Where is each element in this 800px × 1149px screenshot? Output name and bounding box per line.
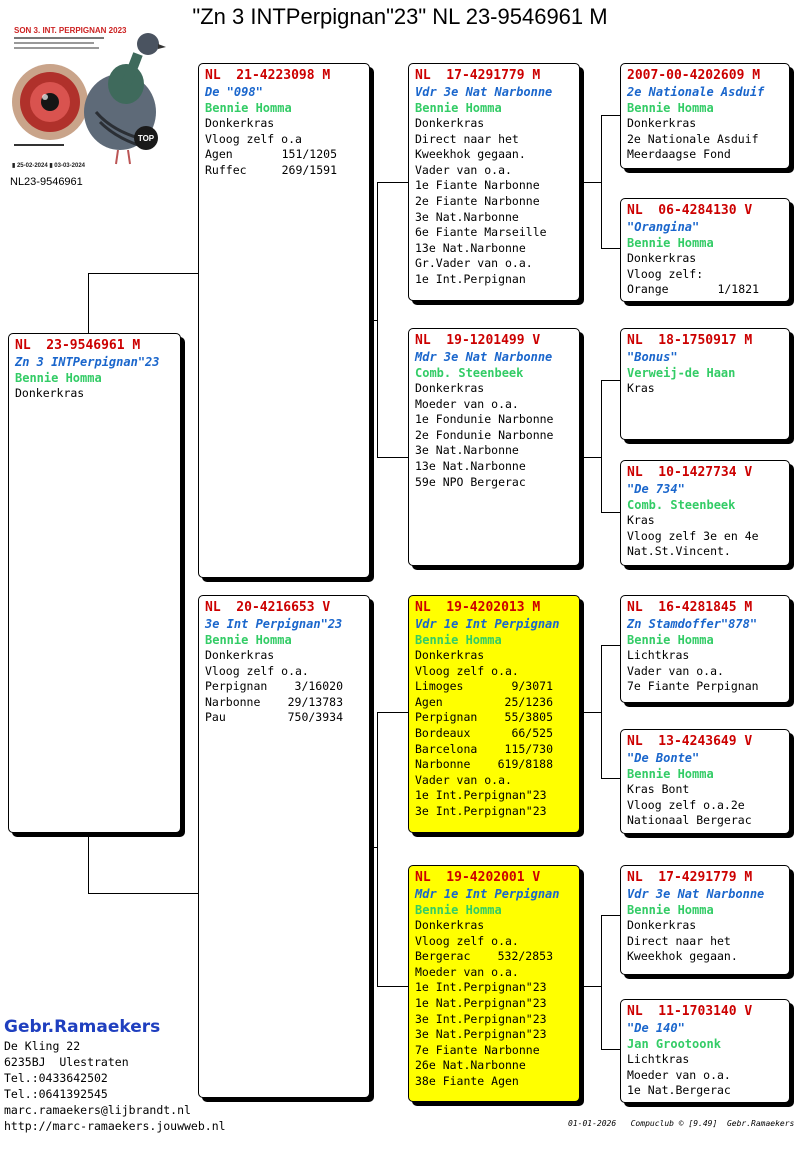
ring-number: NL 19-4202001 V bbox=[415, 870, 541, 885]
race-score: 29/13783 bbox=[287, 694, 343, 709]
connector bbox=[601, 1049, 620, 1050]
card-line: Donkerkras bbox=[205, 648, 275, 662]
connector bbox=[369, 847, 377, 848]
breeder-name: Bennie Homma bbox=[627, 236, 714, 250]
race-name: Agen bbox=[415, 694, 443, 709]
race-score: 55/3805 bbox=[504, 710, 553, 725]
card-line: 2e Fondunie Narbonne bbox=[415, 427, 554, 442]
great-grandparent-card bbox=[620, 63, 790, 169]
breeder-name: Bennie Homma bbox=[627, 101, 714, 115]
connector bbox=[579, 182, 601, 183]
card-line: Donkerkras bbox=[415, 648, 485, 662]
pigeon-name: "Bonus" bbox=[627, 350, 678, 364]
connector bbox=[601, 115, 620, 116]
owner-address: De Kling 22 bbox=[4, 1039, 81, 1053]
card-line: Vloog zelf o.a.2e bbox=[627, 797, 745, 812]
ring-number: NL 10-1427734 V bbox=[627, 465, 753, 480]
card-line: 2e Fiante Narbonne bbox=[415, 193, 540, 208]
card-line: Vloog zelf o.a. bbox=[415, 663, 519, 678]
card-line: 59e NPO Bergerac bbox=[415, 474, 526, 489]
race-result bbox=[205, 679, 343, 695]
race-score: 3/16020 bbox=[294, 679, 343, 694]
race-result bbox=[415, 726, 553, 742]
race-result bbox=[627, 282, 759, 298]
connector bbox=[377, 182, 378, 457]
connector bbox=[601, 778, 620, 779]
pigeon-name: Vdr 3e Nat Narbonne bbox=[627, 887, 765, 901]
card-line: Nationaal Bergerac bbox=[627, 813, 752, 828]
connector bbox=[377, 182, 408, 183]
owner-email[interactable]: marc.ramaekers@lijbrandt.nl bbox=[4, 1103, 191, 1117]
race-name: Pau bbox=[205, 710, 226, 725]
race-name: Perpignan bbox=[415, 710, 478, 725]
ring-number: NL 20-4216653 V bbox=[205, 600, 331, 615]
card-line: Vloog zelf: bbox=[627, 266, 704, 281]
owner-phone: Tel.:0641392545 bbox=[4, 1087, 108, 1101]
card-line: Moeder van o.a. bbox=[627, 1067, 731, 1082]
ring-number: NL 23-9546961 M bbox=[15, 338, 141, 353]
ring-number: NL 18-1750917 M bbox=[627, 333, 753, 348]
card-line: Kras Bont bbox=[627, 782, 690, 796]
card-line: Nat.St.Vincent. bbox=[627, 544, 731, 559]
card-line: 26e Nat.Narbonne bbox=[415, 1058, 526, 1073]
race-name: Bordeaux bbox=[415, 725, 471, 740]
card-line: Donkerkras bbox=[415, 381, 485, 395]
card-line: 3e Nat.Perpignan"23 bbox=[415, 1027, 547, 1042]
card-line: 1e Int.Perpignan"23 bbox=[415, 788, 547, 803]
card-line: Vader van o.a. bbox=[627, 663, 724, 678]
race-name: Limoges bbox=[415, 679, 464, 694]
connector bbox=[377, 457, 408, 458]
connector bbox=[601, 115, 602, 248]
race-score: 1/1821 bbox=[717, 282, 759, 297]
sire-card bbox=[198, 63, 370, 578]
card-line: Donkerkras bbox=[627, 918, 697, 932]
connector bbox=[601, 915, 620, 916]
connector bbox=[88, 273, 89, 333]
ring-number: NL 21-4223098 M bbox=[205, 68, 331, 83]
card-line: 1e Nat.Perpignan"23 bbox=[415, 995, 547, 1010]
connector bbox=[88, 832, 89, 893]
card-line: 7e Fiante Perpignan bbox=[627, 679, 759, 694]
card-line: Donkerkras bbox=[627, 116, 697, 130]
card-line: Kras bbox=[627, 381, 655, 395]
owner-city: 6235BJ Ulestraten bbox=[4, 1055, 129, 1069]
race-name: Perpignan bbox=[205, 679, 268, 694]
pigeon-name: Mdr 1e Int Perpignan bbox=[415, 887, 560, 901]
connector bbox=[377, 712, 378, 986]
breeder-name: Comb. Steenbeek bbox=[627, 498, 736, 512]
card-line: 13e Nat.Narbonne bbox=[415, 240, 526, 255]
card-line: Donkerkras bbox=[15, 386, 85, 400]
sire-sire-card bbox=[408, 63, 580, 301]
owner-phone: Tel.:0433642502 bbox=[4, 1071, 108, 1085]
race-result bbox=[415, 742, 553, 758]
great-grandparent-card bbox=[620, 460, 790, 566]
great-grandparent-card bbox=[620, 999, 790, 1103]
card-line: 3e Int.Perpignan"23 bbox=[415, 803, 547, 818]
breeder-name: Bennie Homma bbox=[205, 633, 292, 647]
connector bbox=[601, 645, 602, 778]
great-grandparent-card bbox=[620, 729, 790, 834]
ring-number: NL 17-4291779 M bbox=[415, 68, 541, 83]
card-line: Direct naar het bbox=[415, 131, 519, 146]
breeder-name: Comb. Steenbeek bbox=[415, 366, 524, 380]
pigeon-photo bbox=[8, 22, 168, 170]
ring-number: NL 06-4284130 V bbox=[627, 203, 753, 218]
connector bbox=[579, 457, 601, 458]
card-line: Vloog zelf o.a bbox=[205, 131, 302, 146]
pigeon-name: Zn 3 INTPerpignan"23 bbox=[15, 355, 160, 369]
card-line: 3e Int.Perpignan"23 bbox=[415, 1011, 547, 1026]
pigeon-name: Vdr 1e Int Perpignan bbox=[415, 617, 560, 631]
race-result bbox=[415, 949, 553, 965]
card-line: Meerdaagse Fond bbox=[627, 147, 731, 162]
dam-card bbox=[198, 595, 370, 1098]
photo-caption: NL23-9546961 bbox=[10, 176, 83, 188]
ring-number: 2007-00-4202609 M bbox=[627, 68, 761, 83]
card-line: Moeder van o.a. bbox=[415, 964, 519, 979]
connector bbox=[369, 320, 377, 321]
pigeon-name: "Orangina" bbox=[627, 220, 700, 234]
breeder-name: Bennie Homma bbox=[415, 633, 502, 647]
ring-number: NL 16-4281845 M bbox=[627, 600, 753, 615]
race-result bbox=[205, 163, 337, 179]
breeder-name: Bennie Homma bbox=[627, 767, 714, 781]
owner-website[interactable]: http://marc-ramaekers.jouwweb.nl bbox=[4, 1119, 226, 1133]
card-line: Kras bbox=[627, 513, 655, 527]
race-score: 750/3934 bbox=[287, 710, 343, 725]
connector bbox=[88, 893, 200, 894]
card-line: 1e Fondunie Narbonne bbox=[415, 412, 554, 427]
page-title: "Zn 3 INTPerpignan"23" NL 23-9546961 M bbox=[192, 4, 608, 29]
card-line: Vloog zelf o.a. bbox=[415, 933, 519, 948]
breeder-name: Bennie Homma bbox=[205, 101, 292, 115]
card-line: 3e Nat.Narbonne bbox=[415, 209, 519, 224]
great-grandparent-card bbox=[620, 865, 790, 975]
connector bbox=[601, 380, 620, 381]
ring-number: NL 13-4243649 V bbox=[627, 734, 753, 749]
card-line: 1e Fiante Narbonne bbox=[415, 178, 540, 193]
race-result bbox=[205, 710, 343, 726]
connector bbox=[88, 273, 200, 274]
card-line: Vader van o.a. bbox=[415, 162, 512, 177]
ring-number: NL 17-4291779 M bbox=[627, 870, 753, 885]
card-line: 7e Fiante Narbonne bbox=[415, 1042, 540, 1057]
connector bbox=[579, 986, 601, 987]
card-line: Vloog zelf o.a. bbox=[205, 663, 309, 678]
breeder-name: Bennie Homma bbox=[415, 101, 502, 115]
race-name: Orange bbox=[627, 282, 669, 297]
dam-dam-card bbox=[408, 865, 580, 1102]
connector bbox=[377, 712, 408, 713]
breeder-name: Verweij-de Haan bbox=[627, 366, 736, 380]
card-line: 6e Fiante Marseille bbox=[415, 225, 547, 240]
race-score: 115/730 bbox=[504, 741, 553, 756]
race-name: Narbonne bbox=[415, 757, 471, 772]
connector bbox=[601, 915, 602, 1049]
card-line: Lichtkras bbox=[627, 648, 690, 662]
race-result bbox=[205, 695, 343, 711]
breeder-name: Bennie Homma bbox=[15, 371, 102, 385]
race-score: 269/1591 bbox=[281, 162, 337, 177]
card-line: Gr.Vader van o.a. bbox=[415, 256, 533, 271]
card-line: Donkerkras bbox=[205, 116, 275, 130]
dam-sire-card bbox=[408, 595, 580, 833]
race-score: 9/3071 bbox=[511, 679, 553, 694]
race-name: Agen bbox=[205, 147, 233, 162]
card-line: Donkerkras bbox=[627, 251, 697, 265]
breeder-name: Bennie Homma bbox=[415, 903, 502, 917]
connector bbox=[601, 248, 620, 249]
footer-credit: 01-01-2026 Compuclub © [9.49] Gebr.Ramaekers bbox=[568, 1119, 795, 1128]
card-line: Donkerkras bbox=[415, 918, 485, 932]
race-score: 66/525 bbox=[511, 725, 553, 740]
ring-number: NL 19-1201499 V bbox=[415, 333, 541, 348]
race-name: Narbonne bbox=[205, 694, 261, 709]
race-result bbox=[205, 147, 337, 163]
race-score: 25/1236 bbox=[504, 694, 553, 709]
pigeon-name: Zn Stamdoffer"878" bbox=[627, 617, 758, 631]
connector bbox=[579, 712, 601, 713]
race-score: 532/2853 bbox=[497, 949, 553, 964]
breeder-name: Bennie Homma bbox=[627, 633, 714, 647]
race-name: Bergerac bbox=[415, 949, 471, 964]
breeder-name: Bennie Homma bbox=[627, 903, 714, 917]
owner-contact bbox=[4, 1038, 226, 1134]
race-result bbox=[415, 710, 553, 726]
photo-dates: ▮ 25-02-2024 ▮ 03-03-2024 bbox=[12, 163, 85, 169]
pigeon-name: 2e Nationale Asduif bbox=[627, 85, 765, 99]
race-result bbox=[415, 695, 553, 711]
race-score: 619/8188 bbox=[497, 757, 553, 772]
pigeon-name: De "098" bbox=[205, 85, 263, 99]
connector bbox=[377, 986, 408, 987]
pigeon-name: "De 734" bbox=[627, 482, 685, 496]
card-line: Donkerkras bbox=[415, 116, 485, 130]
card-line: 38e Fiante Agen bbox=[415, 1073, 519, 1088]
card-line: Vader van o.a. bbox=[415, 772, 512, 787]
card-line: Direct naar het bbox=[627, 933, 731, 948]
owner-name: Gebr.Ramaekers bbox=[4, 1017, 161, 1037]
pigeon-name: "De 140" bbox=[627, 1021, 685, 1035]
card-line: Vloog zelf 3e en 4e bbox=[627, 528, 759, 543]
photo-banner: SON 3. INT. PERPIGNAN 2023 bbox=[14, 26, 127, 35]
great-grandparent-card bbox=[620, 328, 790, 440]
race-name: Ruffec bbox=[205, 162, 247, 177]
pigeon-name: Mdr 3e Nat Narbonne bbox=[415, 350, 553, 364]
card-line: Lichtkras bbox=[627, 1052, 690, 1066]
subject-card bbox=[8, 333, 181, 833]
card-line: 3e Nat.Narbonne bbox=[415, 443, 519, 458]
card-line: Kweekhok gegaan. bbox=[415, 147, 526, 162]
race-result bbox=[415, 757, 553, 773]
connector bbox=[601, 380, 602, 512]
connector bbox=[601, 645, 620, 646]
card-line: Kweekhok gegaan. bbox=[627, 949, 738, 964]
pigeon-name: Vdr 3e Nat Narbonne bbox=[415, 85, 553, 99]
race-score: 151/1205 bbox=[281, 147, 337, 162]
race-name: Barcelona bbox=[415, 741, 478, 756]
ring-number: NL 19-4202013 M bbox=[415, 600, 541, 615]
card-line: 13e Nat.Narbonne bbox=[415, 458, 526, 473]
race-result bbox=[415, 679, 553, 695]
card-line: 1e Int.Perpignan"23 bbox=[415, 980, 547, 995]
sire-dam-card bbox=[408, 328, 580, 566]
pigeon-name: "De Bonte" bbox=[627, 751, 700, 765]
breeder-name: Jan Grootoonk bbox=[627, 1037, 721, 1051]
card-line: 1e Nat.Bergerac bbox=[627, 1083, 731, 1098]
pigeon-name: 3e Int Perpignan"23 bbox=[205, 617, 343, 631]
card-line: 2e Nationale Asduif bbox=[627, 131, 759, 146]
great-grandparent-card bbox=[620, 198, 790, 302]
card-line: 1e Int.Perpignan bbox=[415, 271, 526, 286]
connector bbox=[601, 512, 620, 513]
card-line: Moeder van o.a. bbox=[415, 396, 519, 411]
great-grandparent-card bbox=[620, 595, 790, 703]
ring-number: NL 11-1703140 V bbox=[627, 1004, 753, 1019]
photo-badge: TOP bbox=[137, 134, 155, 143]
